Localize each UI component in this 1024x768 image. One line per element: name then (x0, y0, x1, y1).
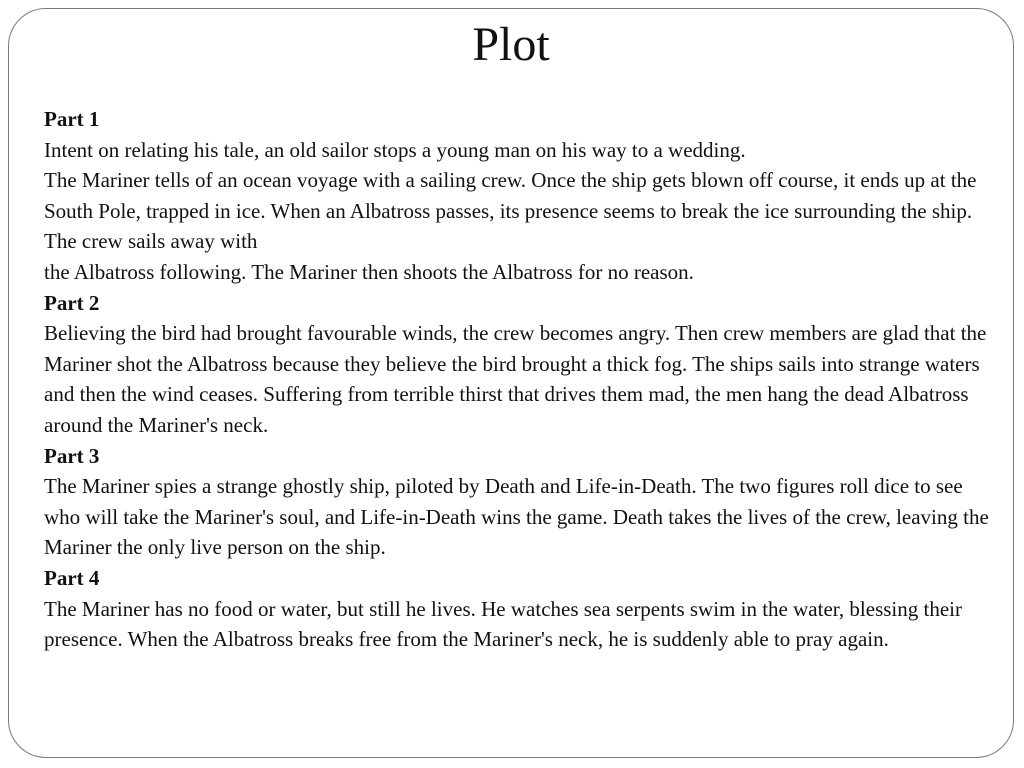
part-2-paragraph-1: Believing the bird had brought favourable winds, the crew becomes angry. Then crew members are glad that the Mariner shot the Albatross because they believe the bird brought a thick fog. The ships sails into strange waters and then the wind ceases. Suffering from terrible thirst that drives them mad, the men hang the dead Albatross around the Mariner's neck. (44, 321, 987, 437)
part-1-paragraph-3: the Albatross following. The Mariner then shoots the Albatross for no reason. (44, 259, 694, 284)
slide-body (44, 104, 1004, 655)
part-3-section (44, 441, 1004, 563)
part-1-paragraph-2: The Mariner tells of an ocean voyage with a sailing crew. Once the ship gets blown off course, it ends up at the South Pole, trapped in ice. When an Albatross passes, its presence seems to break the ice surrounding the ship. The crew sails away with (44, 168, 977, 254)
part-2-section (44, 288, 1004, 441)
part-1-paragraph-1: Intent on relating his tale, an old sailor stops a young man on his way to a wedding. (44, 137, 746, 162)
part-4-section (44, 563, 1004, 655)
part-3-heading: Part 3 (44, 443, 100, 468)
part-4-heading: Part 4 (44, 565, 100, 590)
part-3-paragraph-1: The Mariner spies a strange ghostly ship, piloted by Death and Life-in-Death. The two figures roll dice to see who will take the Mariner's soul, and Life-in-Death wins the game. Death takes the lives of the crew, leaving the Mariner the only live person on the ship. (44, 474, 989, 560)
part-2-heading: Part 2 (44, 290, 100, 315)
part-1-heading: Part 1 (44, 107, 100, 131)
part-4-paragraph-1: The Mariner has no food or water, but still he lives. He watches sea serpents swim in the water, blessing their presence. When the Albatross breaks free from the Mariner's neck, he is suddenly able to pray again. (44, 596, 962, 652)
slide-title: Plot (472, 18, 550, 71)
part-1-section (44, 104, 1004, 288)
slide-frame (8, 8, 1014, 758)
